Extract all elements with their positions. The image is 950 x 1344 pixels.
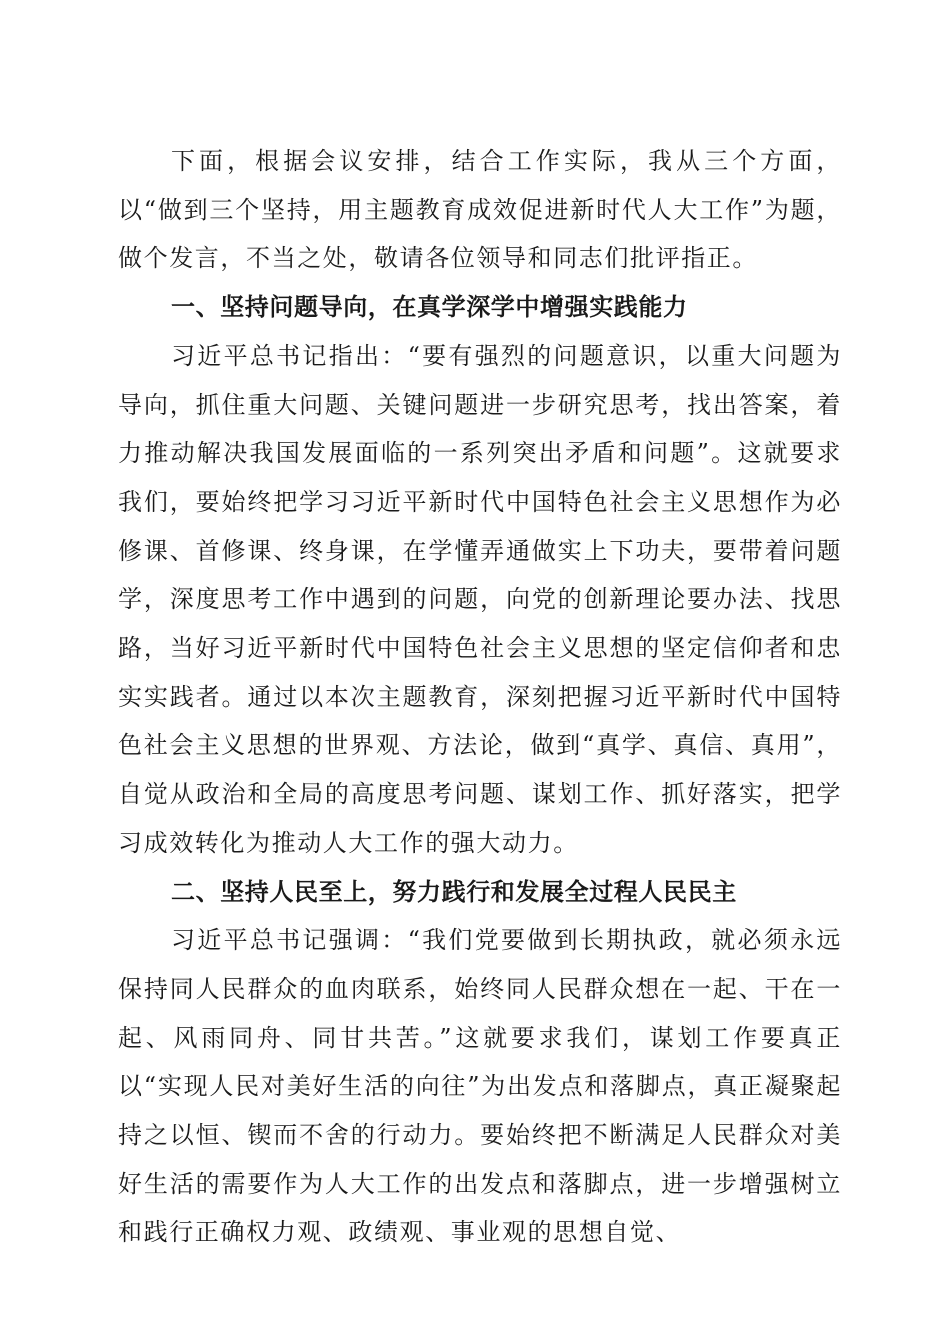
section-heading-1: 一、坚持问题导向，在真学深学中增强实践能力 [171,293,688,322]
intro-paragraph: 下面，根据会议安排，结合工作实际，我从三个方面，以“做到三个坚持，用主题教育成效促进新时代人大工作”为题，做个发言，不当之处，敬请各位领导和同志们批评指正。 [118,147,842,273]
document-body [118,137,842,1257]
section-heading-2: 二、坚持人民至上，努力践行和发展全过程人民民主 [171,877,737,906]
section-2-paragraph: 习近平总书记强调：“我们党要做到长期执政，就必须永远保持同人民群众的血肉联系，始终同人民群众想在一起、干在一起、风雨同舟、同甘共苦。”这就要求我们，谋划工作要真正以“实现人民对美好生活的向往”为出发点和落脚点，真正凝聚起持之以恒、锲而不舍的行动力。要始终把不断满足人民群众对美好生活的需要作为人大工作的出发点和落脚点，进一步增强树立和践行正确权力观、政绩观、事业观的思想自觉、 [118,926,842,1247]
section-1-paragraph: 习近平总书记指出：“要有强烈的问题意识，以重大问题为导向，抓住重大问题、关键问题进一步研究思考，找出答案，着力推动解决我国发展面临的一系列突出矛盾和问题”。这就要求我们，要始终把学习习近平新时代中国特色社会主义思想作为必修课、首修课、终身课，在学懂弄通做实上下功夫，要带着问题学，深度思考工作中遇到的问题，向党的创新理论要办法、找思路，当好习近平新时代中国特色社会主义思想的坚定信仰者和忠实实践者。通过以本次主题教育，深刻把握习近平新时代中国特色社会主义思想的世界观、方法论，做到“真学、真信、真用”，自觉从政治和全局的高度思考问题、谋划工作、抓好落实，把学习成效转化为推动人大工作的强大动力。 [118,341,842,857]
